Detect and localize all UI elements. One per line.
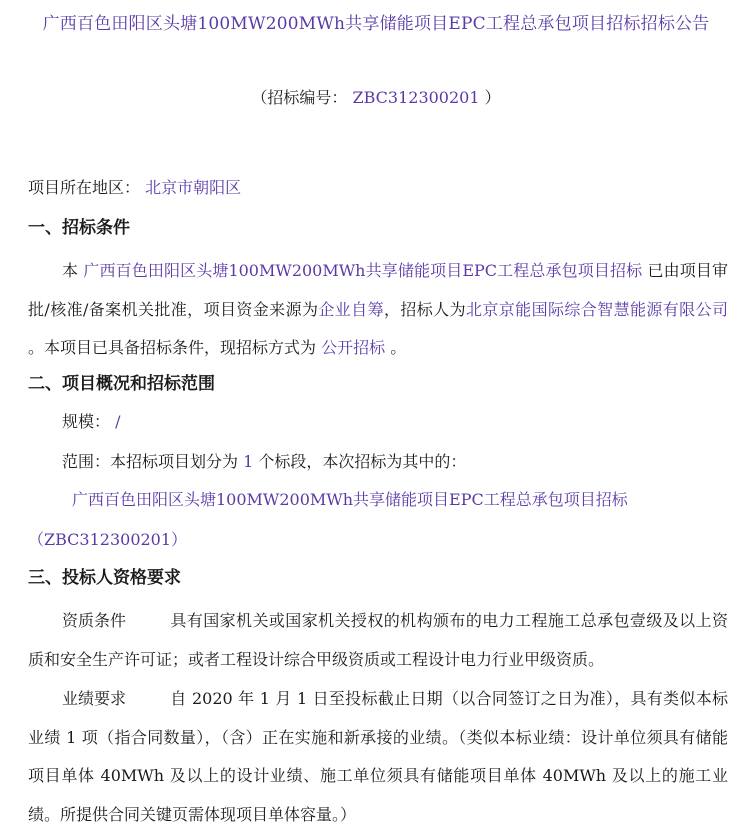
tender-number-value: ZBC312300201 [352,88,480,107]
tender-number-label: （招标编号： [251,88,348,107]
section1-heading: 一、招标条件 [28,218,130,238]
lot-code: （ZBC312300201） [28,530,188,549]
qualification-paragraph [28,602,728,679]
qualification-text: 具有国家机关或国家机关授权的机构颁布的电力工程施工总承包壹级及以上资质和安全生产许可证；或者工程设计综合甲级资质或工程设计电力行业甲级资质。 [28,611,728,669]
scale-value: / [115,412,121,431]
s1-text3: 。本项目已具备招标条件，现招标方式为 [28,338,317,357]
s1-prefix: 本 [62,261,79,280]
region-value: 北京市朝阳区 [145,178,242,197]
section3-heading: 三、投标人资格要求 [28,568,181,588]
s1-method: 公开招标 [321,338,386,357]
lot-count: 1 [243,452,254,471]
s1-text4: 。 [390,338,407,357]
scale-label: 规模： [62,412,111,431]
section1-paragraph [28,252,728,368]
lot-name: 广西百色田阳区头塘100MW200MWh共享储能项目EPC工程总承包项目招标 [72,490,628,509]
qualification-label: 资质条件 [62,611,127,630]
region-label: 项目所在地区： [28,178,141,197]
announcement-title: 广西百色田阳区头塘100MW200MWh共享储能项目EPC工程总承包项目招标招标公告 [42,14,710,34]
performance-text: 自 2020 年 1 月 1 日至投标截止日期（以合同签订之日为准），具有类似本标业绩 1 项（指合同数量），（含）正在实施和新承接的业绩。（类似本标业绩：设计单位须具有储能项目单体 40MWh 及以上的设计业绩、施工单位须具有储能项目单体 40MWh 及以上的施工业绩。所提供合同关键页需体现项目单体容量。） [28,689,728,824]
s1-fund-source: 企业自筹 [318,299,384,319]
s1-tenderer: 北京京能国际综合智慧能源有限公司 [465,299,728,319]
section2-heading: 二、项目概况和招标范围 [28,374,215,394]
range-suffix: 个标段，本次招标为其中的： [258,452,467,471]
scale-line [28,408,728,436]
range-prefix: 范围：本招标项目划分为 [62,452,239,471]
performance-label: 业绩要求 [62,689,127,708]
tender-number-close: ） [484,88,501,107]
s1-text1: 已由项目审批/核准/备案机关批准，项目资金来源为 [28,261,728,319]
range-line [28,448,728,476]
tender-number [0,84,752,112]
performance-paragraph [28,680,728,834]
project-region [28,174,728,202]
s1-text2: ，招标人为 [383,299,466,319]
s1-project-name: 广西百色田阳区头塘100MW200MWh共享储能项目EPC工程总承包项目招标 [83,261,643,280]
